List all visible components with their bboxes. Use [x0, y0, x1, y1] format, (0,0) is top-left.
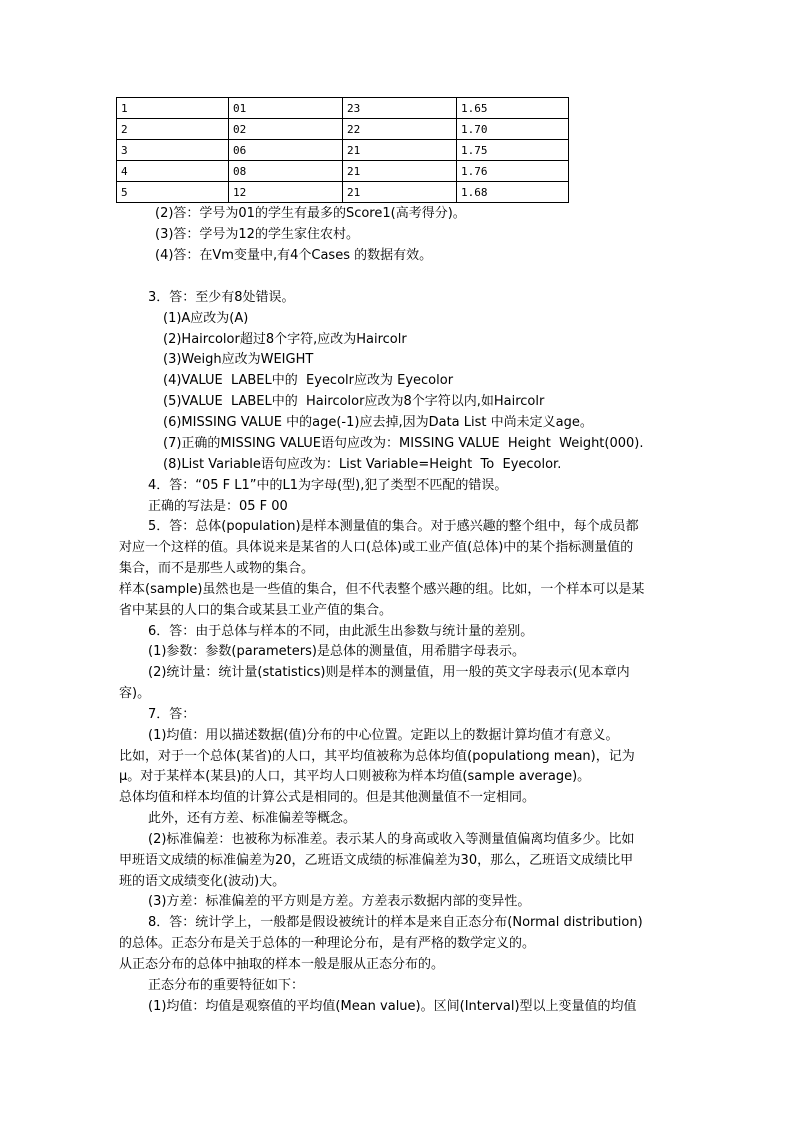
data-table	[116, 97, 569, 203]
table-cell: 23	[343, 98, 457, 119]
table-row	[117, 140, 569, 161]
table-cell: 21	[343, 182, 457, 203]
text-line: 比如，对于一个总体(某省)的人口，其平均值被称为总体均值(populationg mean)，记为	[119, 749, 635, 764]
text-line: (1)A应改为(A)	[163, 311, 249, 326]
text-line: (1)参数：参数(parameters)是总体的测量值，用希腊字母表示。	[148, 644, 525, 659]
table-row	[117, 98, 569, 119]
text-line: (3)方差：标准偏差的平方则是方差。方差表示数据内部的变异性。	[148, 894, 531, 909]
table-cell: 1.70	[457, 119, 569, 140]
text-line: 4．答：“05 F L1”中的L1为字母(型),犯了类型不匹配的错误。	[148, 478, 508, 493]
text-line: 甲班语文成绩的标准偏差为20，乙班语文成绩的标准偏差为30，那么，乙班语文成绩比甲	[119, 853, 634, 868]
table-row	[117, 161, 569, 182]
table-cell: 06	[229, 140, 343, 161]
text-line: 3．答：至少有8处错误。	[148, 290, 295, 305]
text-line: 集合，而不是那些人或物的集合。	[119, 561, 315, 576]
text-line: (3)答：学号为12的学生家住农村。	[155, 227, 359, 242]
table-cell: 22	[343, 119, 457, 140]
text-line: (2)标准偏差：也被称为标准差。表示某人的身高或收入等测量值偏离均值多少。比如	[148, 832, 635, 847]
table-row	[117, 182, 569, 203]
text-line: (8)List Variable语句应改为：List Variable=Height To Eyecolor.	[163, 457, 562, 472]
table-cell: 4	[117, 161, 229, 182]
text-line: (3)Weigh应改为WEIGHT	[163, 352, 314, 367]
text-line: 班的语文成绩变化(波动)大。	[119, 874, 286, 889]
table-cell: 1.75	[457, 140, 569, 161]
table-cell: 02	[229, 119, 343, 140]
text-line: 5．答：总体(population)是样本测量值的集合。对于感兴趣的整个组中，每个成员都	[148, 519, 639, 534]
table-cell: 21	[343, 161, 457, 182]
table-cell: 08	[229, 161, 343, 182]
text-line: (6)MISSING VALUE 中的age(-1)应去掉,因为Data List 中尚未定义age。	[163, 415, 593, 430]
text-line: (2)Haircolor超过8个字符,应改为Haircolr	[163, 332, 407, 347]
table-cell: 5	[117, 182, 229, 203]
text-line: 8．答：统计学上，一般都是假设被统计的样本是来自正态分布(Normal distribution)	[148, 915, 643, 930]
table-cell: 1.65	[457, 98, 569, 119]
text-line: 的总体。正态分布是关于总体的一种理论分布，是有严格的数学定义的。	[119, 936, 536, 951]
text-line: (5)VALUE LABEL中的 Haircolor应改为8个字符以内,如Haircolr	[163, 394, 545, 409]
text-line: 7．答：	[148, 707, 196, 722]
text-line: 容)。	[119, 686, 151, 701]
text-line: 此外，还有方差、标准偏差等概念。	[148, 811, 357, 826]
table-row	[117, 119, 569, 140]
text-line: μ。对于某样本(某县)的人口，其平均人口则被称为样本均值(sample average)。	[119, 769, 591, 784]
table-cell: 21	[343, 140, 457, 161]
text-line: (2)答：学号为01的学生有最多的Score1(高考得分)。	[155, 206, 466, 221]
table-cell: 1.68	[457, 182, 569, 203]
text-line: (4)VALUE LABEL中的 Eyecolr应改为 Eyecolor	[163, 373, 454, 388]
text-line: 省中某县的人口的集合或某县工业产值的集合。	[119, 603, 393, 618]
text-line: 样本(sample)虽然也是一些值的集合，但不代表整个感兴趣的组。比如，一个样本可以是某	[119, 582, 645, 597]
table-cell: 12	[229, 182, 343, 203]
table-cell: 1	[117, 98, 229, 119]
text-line: 从正态分布的总体中抽取的样本一般是服从正态分布的。	[119, 957, 445, 972]
table-cell: 01	[229, 98, 343, 119]
text-line: 对应一个这样的值。具体说来是某省的人口(总体)或工业产值(总体)中的某个指标测量值的	[119, 540, 634, 555]
text-line: (1)均值：均值是观察值的平均值(Mean value)。区间(Interval)型以上变量值的均值	[148, 999, 637, 1014]
table-cell: 1.76	[457, 161, 569, 182]
table-cell: 3	[117, 140, 229, 161]
text-line: 6．答：由于总体与样本的不同，由此派生出参数与统计量的差别。	[148, 624, 534, 639]
text-line: (7)正确的MISSING VALUE语句应改为：MISSING VALUE Height Weight(000).	[163, 436, 644, 451]
text-line: 总体均值和样本均值的计算公式是相同的。但是其他测量值不一定相同。	[119, 790, 536, 805]
table-cell: 2	[117, 119, 229, 140]
text-line: 正态分布的重要特征如下：	[148, 978, 305, 993]
text-line: 正确的写法是：05 F 00	[148, 499, 288, 514]
text-line: (4)答：在Vm变量中,有4个Cases 的数据有效。	[155, 248, 433, 263]
text-line: (1)均值：用以描述数据(值)分布的中心位置。定距以上的数据计算均值才有意义。	[148, 728, 619, 743]
text-line: (2)统计量：统计量(statistics)则是样本的测量值，用一般的英文字母表示(见本章内	[148, 665, 630, 680]
